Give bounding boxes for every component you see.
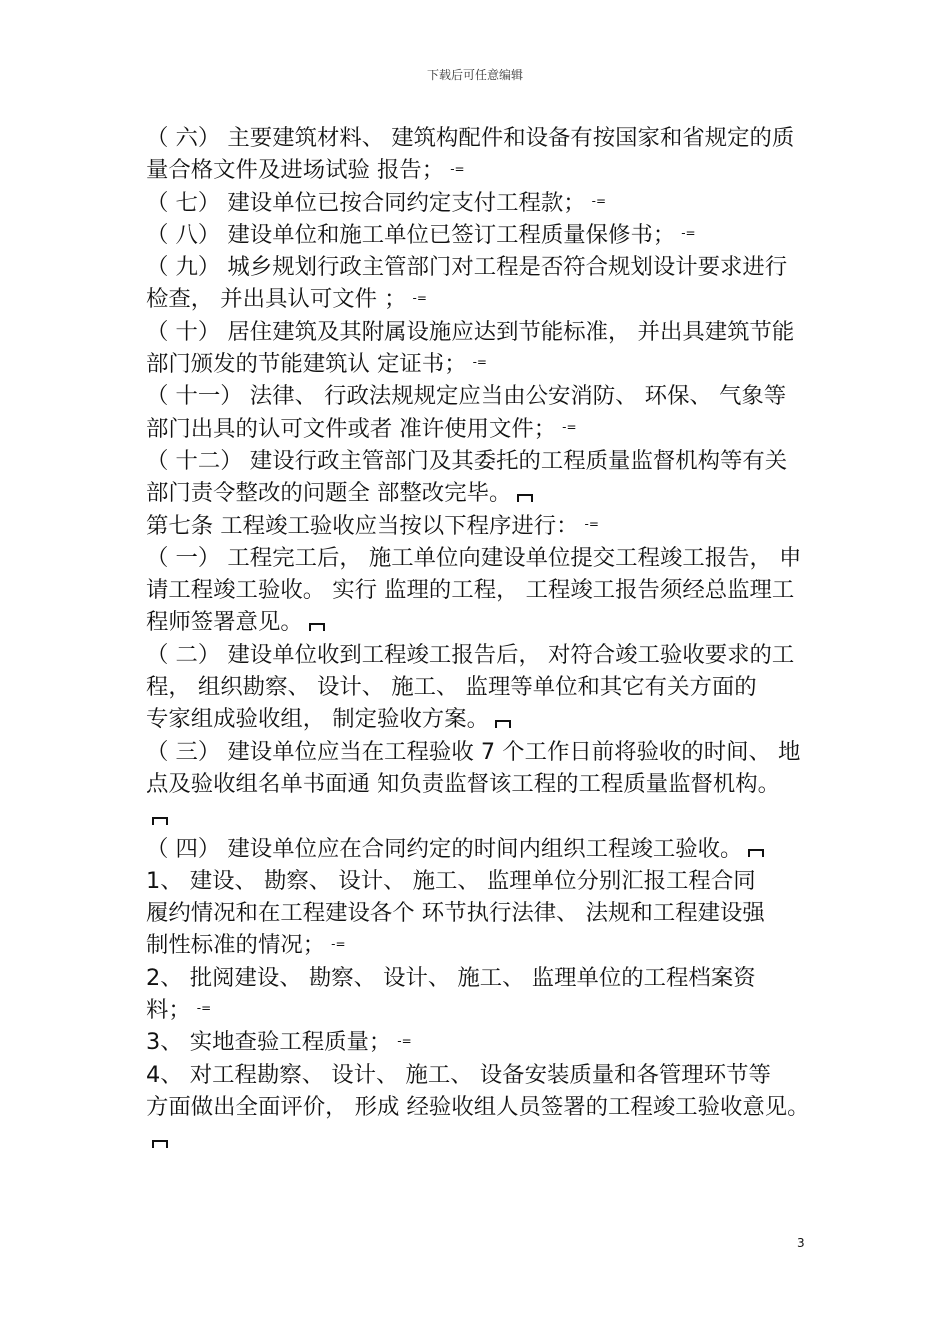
text-line: [146, 283, 836, 315]
paragraph-mark-icon: -=: [591, 193, 607, 208]
text-line: [146, 1026, 836, 1058]
line-text: 履约情况和在工程建设各个 环节执行法律、 法规和工程建设强: [146, 900, 765, 927]
text-line: [146, 219, 836, 251]
line-text: （ 六） 主要建筑材料、 建筑构配件和设备有按国家和省规定的质: [146, 125, 795, 151]
text-line: [146, 251, 836, 283]
line-break-mark-icon: [152, 1140, 168, 1148]
line-text: （ 十一） 法律、 行政法规规定应当由公安消防、 环保、 气象等: [146, 383, 787, 410]
text-line: [146, 477, 836, 509]
paragraph-mark-icon: -=: [450, 161, 465, 176]
line-break-mark-icon: [517, 494, 533, 502]
text-line: [146, 1059, 836, 1091]
text-line: [146, 962, 836, 994]
line-text: 专家组成验收组， 制定验收方案。: [146, 706, 489, 733]
line-text: 制性标准的情况；: [146, 932, 326, 959]
paragraph-mark-icon: -=: [397, 1033, 412, 1048]
line-text: 第七条 工程竣工验收应当按以下程序进行：: [146, 512, 579, 539]
text-line: [146, 348, 836, 380]
paragraph-mark-icon: -=: [584, 516, 599, 531]
text-line: [146, 122, 836, 154]
text-line: [146, 606, 836, 638]
line-text: 部门颁发的节能建筑认 定证书；: [146, 351, 467, 378]
line-text: 点及验收组名单书面通 知负责监督该工程的工程质量监督机构。: [146, 770, 781, 797]
text-line: [146, 542, 836, 574]
line-text: 请工程竣工验收。 实行 监理的工程， 工程竣工报告须经总监理工: [146, 577, 795, 604]
line-text: 4、 对工程勘察、 设计、 施工、 设备安装质量和各管理环节等: [146, 1061, 771, 1088]
line-text: 部门责令整改的问题全 部整改完毕。: [146, 480, 512, 507]
line-text: （ 十二） 建设行政主管部门及其委托的工程质量监督机构等有关: [146, 447, 788, 474]
text-line: [146, 639, 836, 671]
text-line: [146, 574, 836, 606]
line-break-mark-icon: [152, 817, 168, 825]
text-line: [146, 897, 836, 929]
line-text: 部门出具的认可文件或者 准许使用文件；: [146, 415, 557, 442]
paragraph-mark-icon: -=: [681, 226, 696, 241]
text-line: [146, 510, 836, 542]
line-text: 检查， 并出具认可文件 ；: [146, 286, 407, 313]
line-text: （ 八） 建设单位和施工单位已签订工程质量保修书；: [146, 221, 676, 248]
line-text: 2、 批阅建设、 勘察、 设计、 施工、 监理单位的工程档案资: [146, 964, 756, 991]
text-line: [146, 1123, 836, 1155]
line-text: （ 十） 居住建筑及其附属设施应达到节能标准， 并出具建筑节能: [146, 318, 795, 345]
text-line: [146, 703, 836, 735]
text-line: [146, 187, 836, 219]
text-line: [146, 380, 836, 412]
line-break-mark-icon: [309, 623, 325, 631]
text-line: [146, 445, 836, 477]
line-text: 料；: [146, 997, 191, 1024]
line-text: （ 一） 工程完工后， 施工单位向建设单位提交工程竣工报告， 申: [146, 544, 802, 571]
text-line: [146, 154, 836, 186]
line-text: （ 四） 建设单位应在合同约定的时间内组织工程竣工验收。: [146, 835, 743, 862]
line-text: 程， 组织勘察、 设计、 施工、 监理等单位和其它有关方面的: [146, 674, 757, 701]
text-line: [146, 671, 836, 703]
text-line: [146, 768, 836, 800]
text-line: [146, 413, 836, 445]
text-line: [146, 316, 836, 348]
paragraph-mark-icon: -=: [562, 420, 577, 435]
text-line: [146, 929, 836, 961]
line-text: 3、 实地查验工程质量；: [146, 1029, 392, 1056]
line-break-mark-icon: [748, 849, 764, 857]
text-line: [146, 865, 836, 897]
line-text: （ 七） 建设单位已按合同约定支付工程款；: [146, 189, 586, 216]
paragraph-mark-icon: -=: [196, 1001, 212, 1016]
document-body: [146, 122, 836, 1156]
page-number: 3: [797, 1236, 805, 1250]
page-header: 下载后可任意编辑: [426, 68, 523, 82]
paragraph-mark-icon: -=: [472, 355, 487, 370]
line-text: （ 三） 建设单位应当在工程验收 7 个工作日前将验收的时间、 地: [146, 738, 801, 765]
text-line: [146, 736, 836, 768]
text-line: [146, 833, 836, 865]
line-text: （ 九） 城乡规划行政主管部门对工程是否符合规划设计要求进行: [146, 254, 788, 281]
line-text: 方面做出全面评价， 形成 经验收组人员签署的工程竣工验收意见。: [146, 1093, 810, 1120]
line-text: 量合格文件及进场试验 报告；: [146, 157, 445, 184]
paragraph-mark-icon: -=: [412, 290, 427, 305]
text-line: [146, 1091, 836, 1123]
line-text: 1、 建设、 勘察、 设计、 施工、 监理单位分别汇报工程合同: [146, 867, 756, 894]
text-line: [146, 800, 836, 832]
line-text: （ 二） 建设单位收到工程竣工报告后， 对符合竣工验收要求的工: [146, 641, 795, 668]
paragraph-mark-icon: -=: [331, 936, 346, 951]
text-line: [146, 994, 836, 1026]
line-break-mark-icon: [495, 720, 511, 728]
line-text: 程师签署意见。: [146, 609, 303, 636]
